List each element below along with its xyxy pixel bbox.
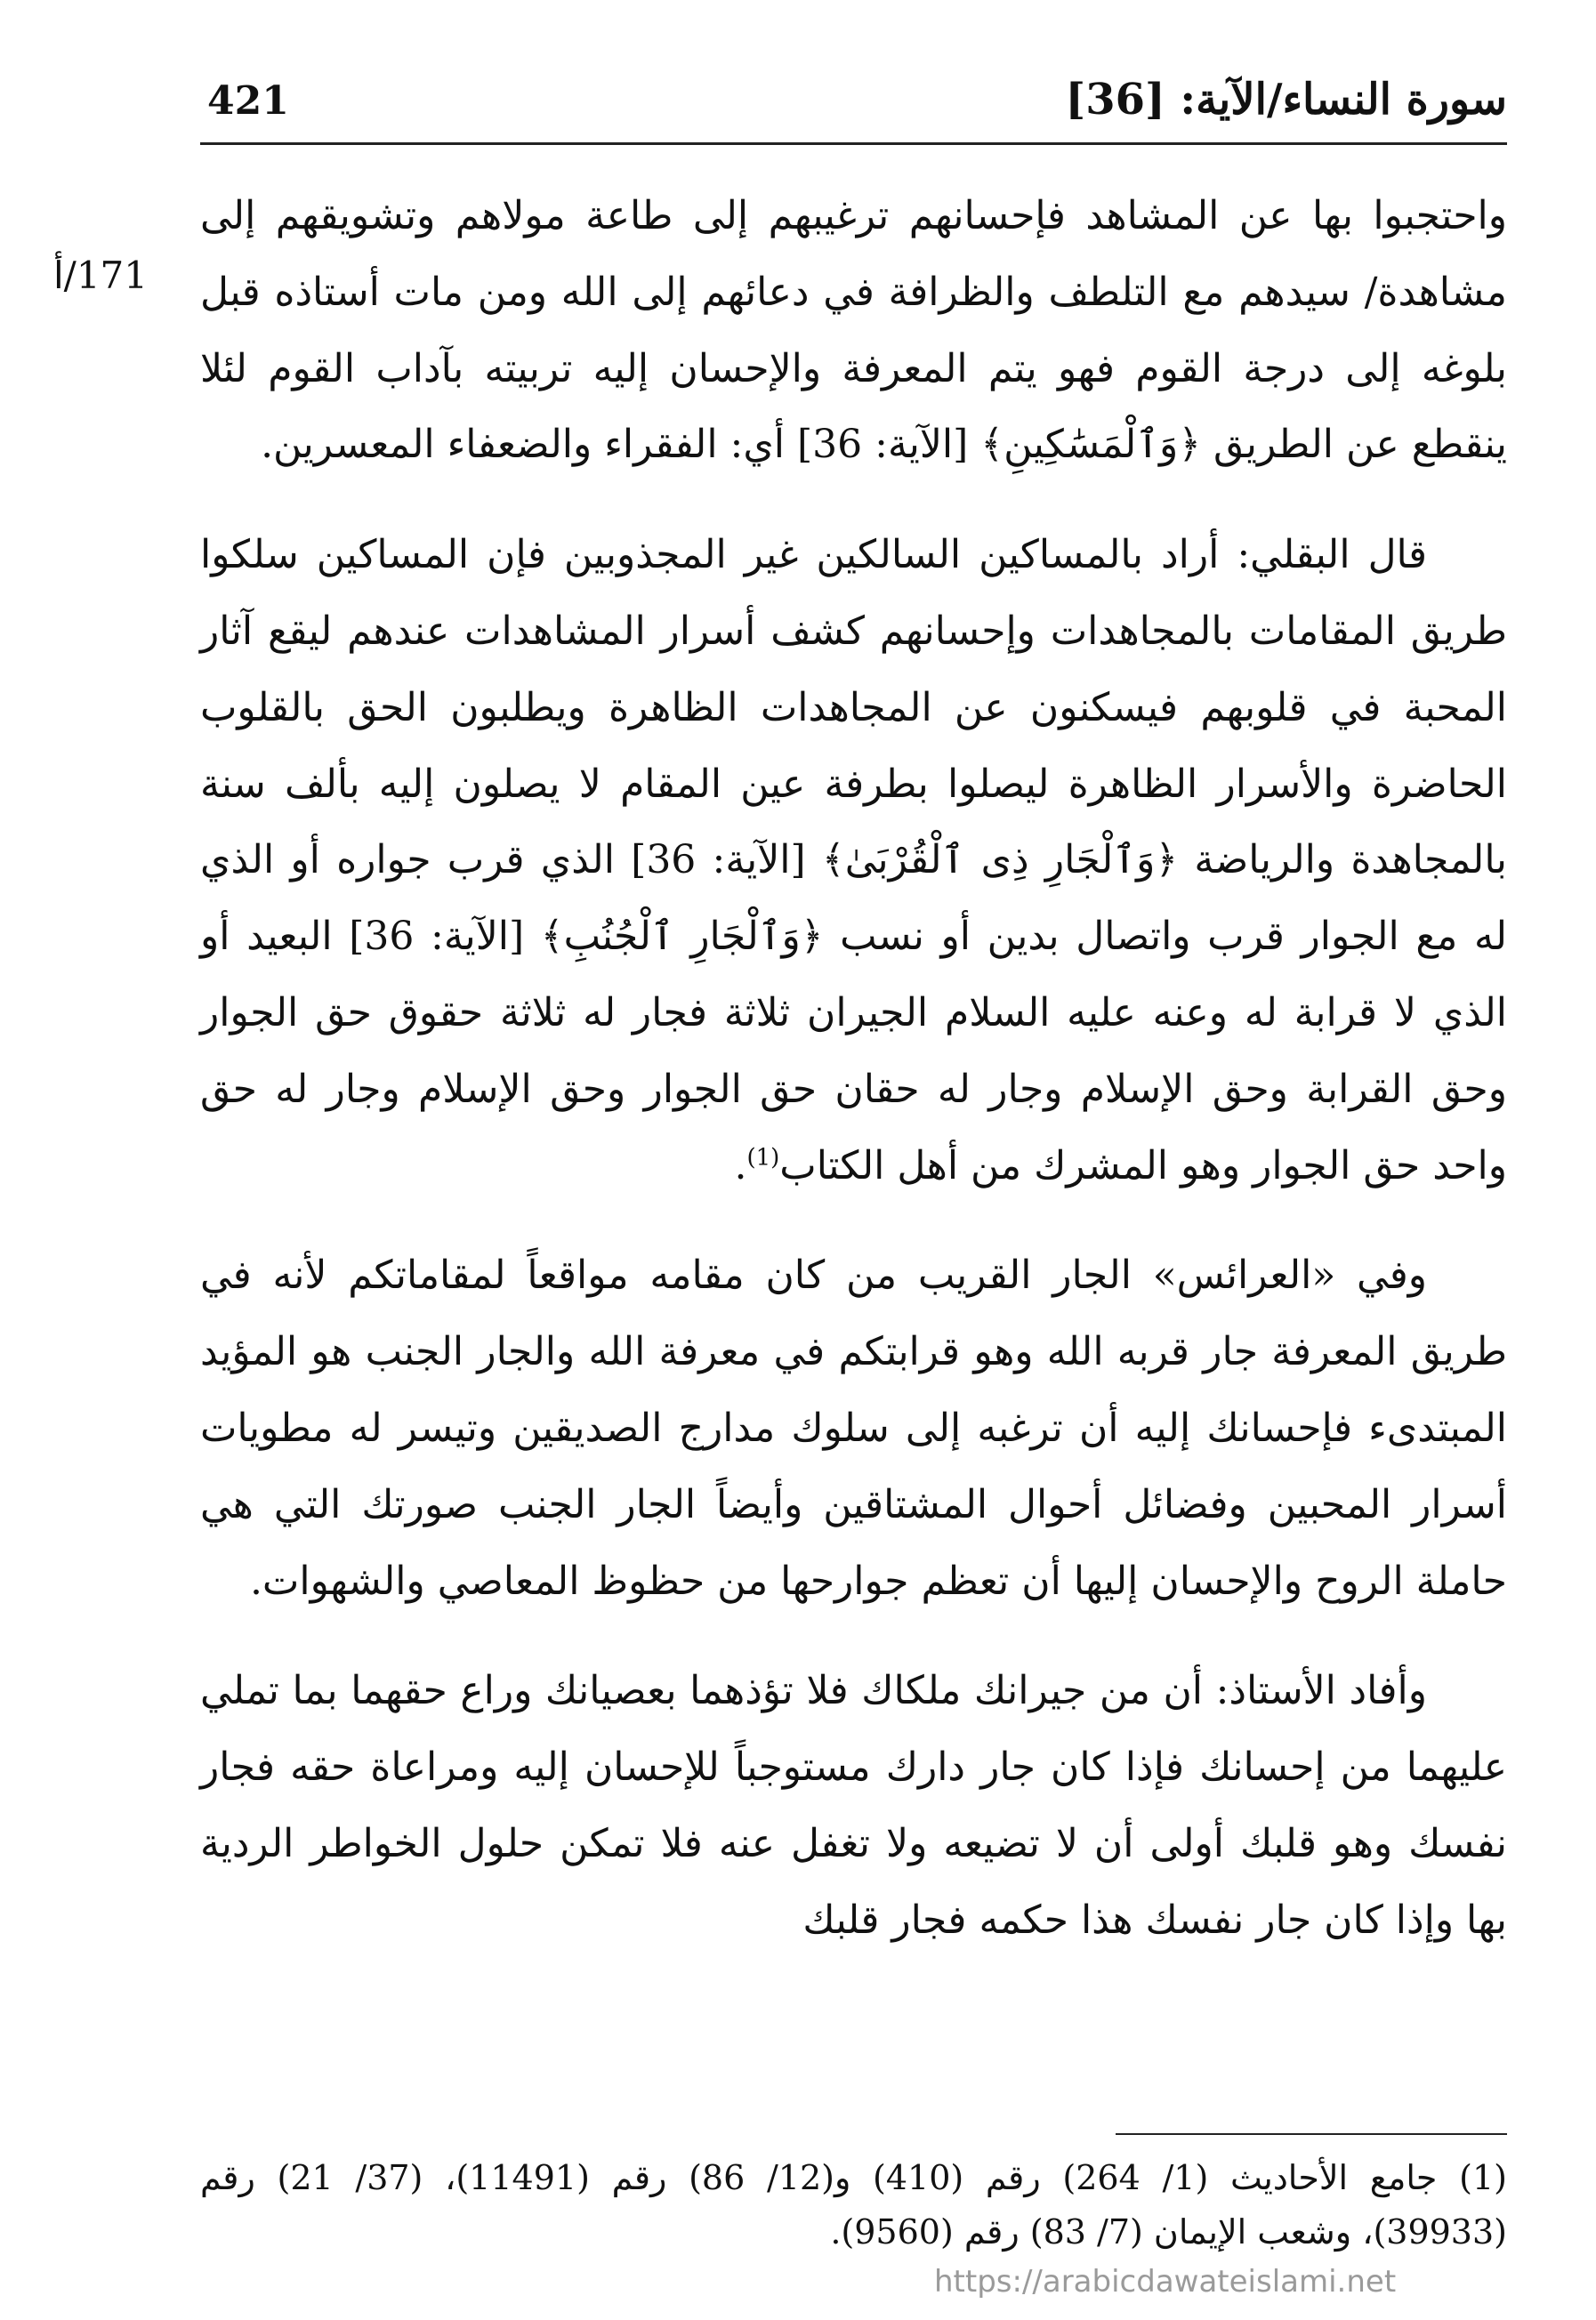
main-text bbox=[200, 178, 1507, 1993]
page-number: 421 bbox=[207, 78, 289, 124]
paragraph: وأفاد الأستاذ: أن من جيرانك ملكاك فلا تؤذهما بعصيانك وراع حقهما بما تملي عليهما من إحسانك فإذا كان جار دارك مستوجباً للإحسان إليه ومراعاة حقه فجار نفسك وهو قلبك أولى أن لا تضيعه ولا تغفل عنه فلا تمكن حلول الخواطر الردية بها وإذا كان جار نفسك هذا حكمه فجار قلبك bbox=[200, 1668, 1507, 1943]
paragraph-end: . bbox=[734, 1142, 747, 1188]
manuscript-folio-reference: 171/أ bbox=[53, 254, 148, 297]
paragraph-text: قال البقلي: أراد بالمساكين السالكين غير المجذوبين فإن المساكين سلكوا طريق المقامات بالمجاهدات وإحسانهم كشف أسرار المشاهدات عندهم ليقع آثار المحبة في قلوبهم فيسكنون عن المجاهدات الظاهرة ويطلبون الحق بالقلوب الحاضرة والأسرار الظاهرة ليصلوا بطرفة عين المقام لا يصلون إليه بألف سنة بالمجاهدة والرياضة ﴿وَٱلْجَارِ ذِى ٱلْقُرْبَىٰ﴾ [الآية: 36] الذي قرب جواره أو الذي له مع الجوار قرب واتصال بدين أو نسب ﴿وَٱلْجَارِ ٱلْجُنُبِ﴾ [الآية: 36] البعيد أو الذي لا قرابة له وعنه عليه السلام الجيران ثلاثة فجار له ثلاثة حقوق حق الجوار وحق القرابة وحق الإسلام وجار له حقان حق الجوار وحق الإسلام وجار له حق واحد حق الجوار وهو المشرك من أهل الكتاب bbox=[200, 532, 1507, 1188]
footnote: (1) جامع الأحاديث (1/ 264) رقم (410) و(12/ 86) رقم (11491)، (37/ 21) رقم (39933)، وشعب الإيمان (7/ 83) رقم (9560). bbox=[200, 2158, 1507, 2252]
watermark-url: https://arabicdawateislami.net bbox=[934, 2264, 1397, 2300]
footnotes bbox=[200, 2151, 1507, 2260]
footnote-marker[interactable]: (1) bbox=[746, 1143, 780, 1171]
footnote-divider bbox=[1116, 2133, 1507, 2135]
paragraph: واحتجبوا بها عن المشاهد فإحسانهم ترغيبهم إلى طاعة مولاهم وتشويقهم إلى مشاهدة/ سيدهم مع التلطف والظرافة في دعائهم إلى الله ومن مات أستاذه قبل بلوغه إلى درجة القوم فهو يتم المعرفة والإحسان إليه تربيته بآداب القوم لئلا ينقطع عن الطريق ﴿وَٱلْمَسَٰكِينِ﴾ [الآية: 36] أي: الفقراء والضعفاء المعسرين. bbox=[200, 193, 1507, 468]
paragraph bbox=[200, 517, 1507, 1204]
running-title: سورة النساء/الآية: [36] bbox=[1065, 75, 1507, 125]
paragraph: وفي «العرائس» الجار القريب من كان مقامه مواقعاً لمقاماتكم لأنه في طريق المعرفة جار قربه الله وهو قرابتكم في معرفة الله والجار الجنب هو المؤيد المبتدىء فإحسانك إليه أن ترغبه إلى سلوك مدارج الصديقين وتيسر له مطويات أسرار المحبين وفضائل أحوال المشتاقين وأيضاً الجار الجنب صورتك التي هي حاملة الروح والإحسان إليها أن تعظم جوارحها من حظوظ المعاصي والشهوات. bbox=[200, 1253, 1507, 1604]
page-header bbox=[200, 62, 1507, 145]
